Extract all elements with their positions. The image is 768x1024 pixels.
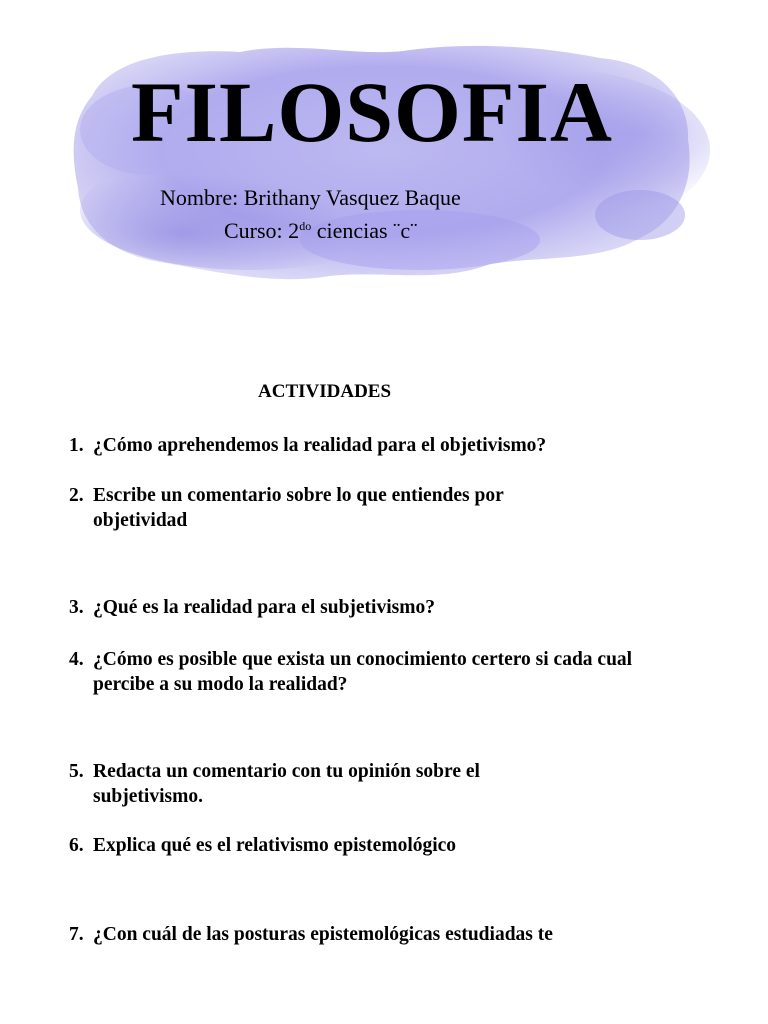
question-number: 7.	[69, 924, 84, 945]
section-heading: ACTIVIDADES	[258, 381, 392, 402]
course-suffix: ciencias ¨c¨	[311, 218, 418, 243]
course-superscript: do	[299, 219, 312, 233]
question-text: Redacta un comentario con tu opinión sobre el subjetivismo.	[93, 761, 480, 807]
question-number: 4.	[69, 649, 84, 670]
question-text: ¿Con cuál de las posturas epistemológicas estudiadas te	[93, 924, 553, 945]
question-text: ¿Cómo es posible que exista un conocimiento certero si cada cual percibe a su modo la realidad?	[93, 649, 633, 695]
question-item-6	[69, 833, 669, 858]
question-text: ¿Cómo aprehendemos la realidad para el objetivismo?	[93, 435, 547, 456]
document-title: FILOSOFIA	[130, 64, 614, 160]
student-name: Nombre: Brithany Vasquez Baque	[160, 185, 461, 210]
question-number: 5.	[69, 761, 84, 782]
question-number: 6.	[69, 835, 84, 856]
question-text: Explica qué es el relativismo epistemológico	[93, 835, 457, 856]
question-item-2	[69, 483, 669, 533]
question-text: ¿Qué es la realidad para el subjetivismo?	[93, 597, 435, 618]
question-text: Escribe un comentario sobre lo que entiendes por objetividad	[93, 485, 504, 531]
question-item-3	[69, 595, 669, 620]
course-prefix: Curso: 2	[224, 218, 300, 243]
question-number: 1.	[69, 435, 84, 456]
question-item-7	[69, 922, 669, 947]
question-item-4	[69, 647, 669, 697]
question-number: 3.	[69, 597, 84, 618]
question-item-5	[69, 759, 669, 809]
question-item-1	[69, 433, 669, 458]
student-course	[224, 213, 417, 244]
question-number: 2.	[69, 485, 84, 506]
